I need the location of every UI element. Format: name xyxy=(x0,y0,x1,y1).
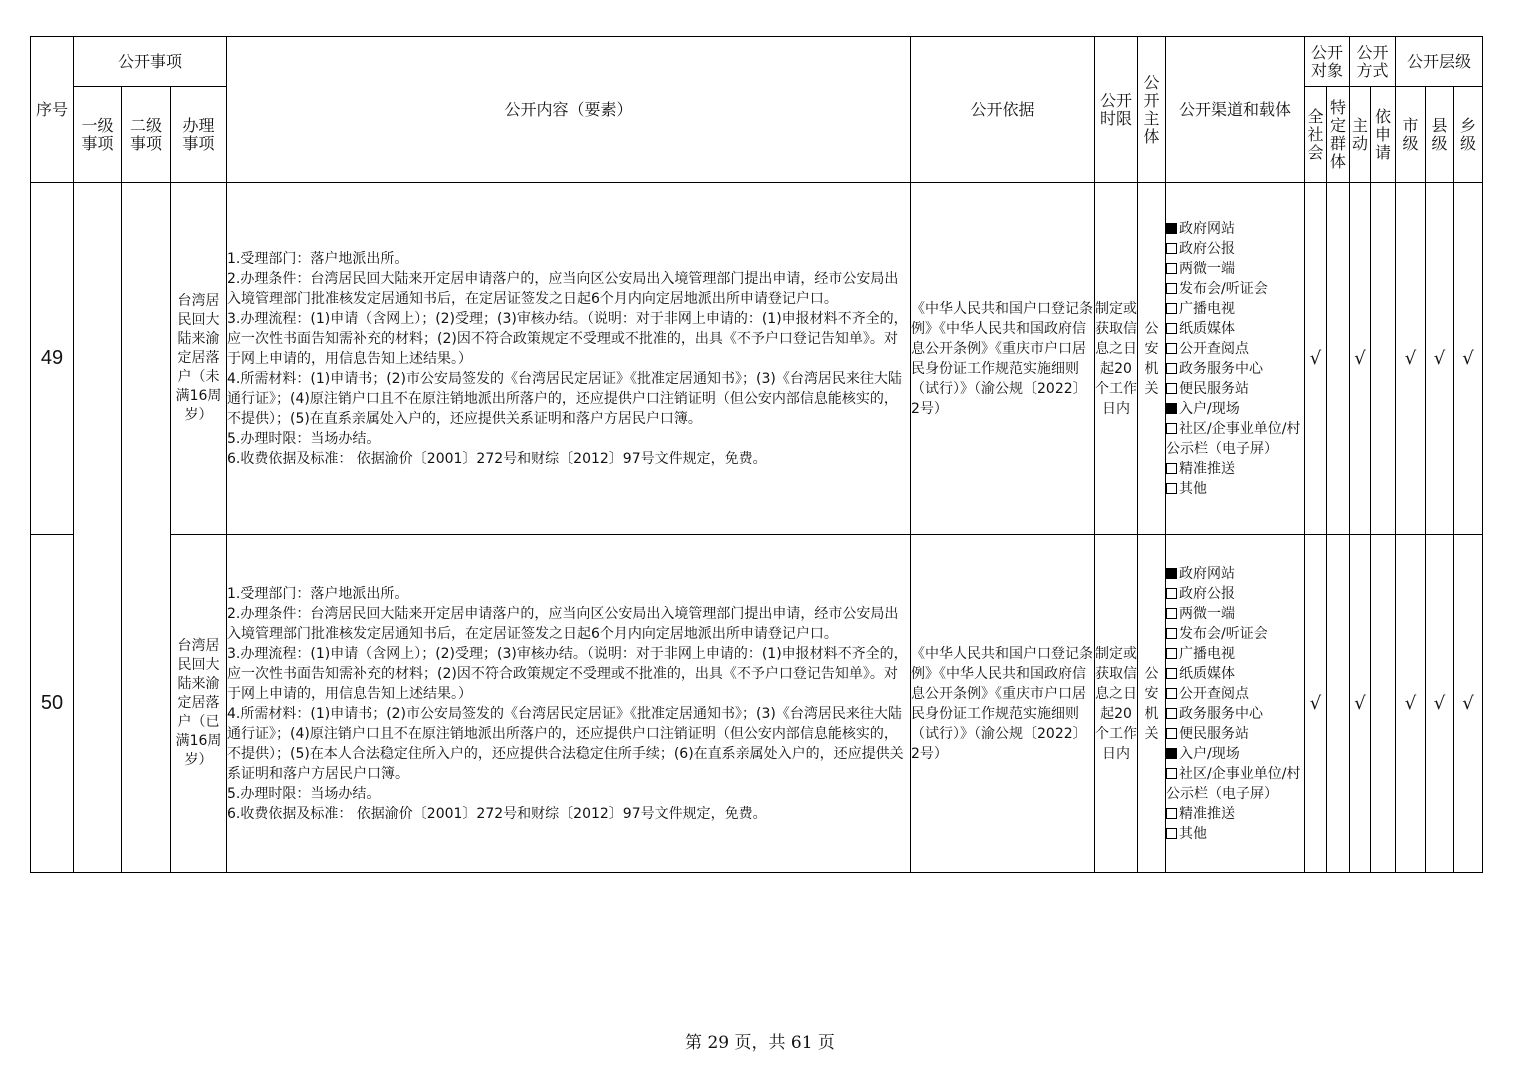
row-method-active: √ xyxy=(1350,183,1371,535)
content-line: 6.收费依据及标准： 依据渝价〔2001〕272号和财综〔2012〕97号文件规定，免费。 xyxy=(227,450,767,467)
channel-label: 纸质媒体 xyxy=(1179,320,1235,337)
content-line: 1.受理部门：落户地派出所。 xyxy=(227,585,409,602)
channel-item xyxy=(1166,459,1304,479)
row-level1-empty xyxy=(74,183,122,873)
channel-item xyxy=(1166,419,1304,459)
checkbox-checked-icon xyxy=(1166,568,1177,579)
channel-label: 精准推送 xyxy=(1179,460,1235,477)
checkbox-empty-icon xyxy=(1166,828,1177,839)
channel-item xyxy=(1166,684,1304,704)
header-subject xyxy=(1138,37,1166,183)
channel-label: 两微一端 xyxy=(1179,605,1235,622)
row-level-city: √ xyxy=(1396,535,1426,873)
channel-item xyxy=(1166,624,1304,644)
row-level-town: √ xyxy=(1454,183,1483,535)
row-target-all: √ xyxy=(1305,183,1327,535)
checkbox-empty-icon xyxy=(1166,628,1177,639)
checkbox-empty-icon xyxy=(1166,688,1177,699)
checkbox-empty-icon xyxy=(1166,483,1177,494)
channel-item xyxy=(1166,824,1304,844)
header-level-city xyxy=(1396,87,1426,183)
channel-label: 发布会/听证会 xyxy=(1179,280,1268,297)
channel-label: 政府公报 xyxy=(1179,240,1235,257)
header-method-request-label: 依申请 xyxy=(1375,106,1392,162)
row-channels xyxy=(1166,183,1305,535)
header-channels-label: 公开渠道和载体 xyxy=(1178,99,1291,119)
header-seq xyxy=(31,37,74,183)
checkbox-empty-icon xyxy=(1166,648,1177,659)
checkbox-empty-icon xyxy=(1166,303,1177,314)
row-time-limit: 制定或获取信息之日起20个工作日内 xyxy=(1095,183,1138,535)
content-line: 1.受理部门：落户地派出所。 xyxy=(227,250,409,267)
channel-label: 其他 xyxy=(1179,480,1207,497)
row-basis: 《中华人民共和国户口登记条例》《中华人民共和国政府信息公开条例》《重庆市户口居民身份证工作规范实施细则（试行）》（渝公规〔2022〕2号） xyxy=(911,183,1095,535)
header-channels xyxy=(1166,37,1305,183)
channel-label: 社区/企事业单位/村公示栏（电子屏） xyxy=(1166,420,1301,457)
row-subject: 公安机关 xyxy=(1138,183,1166,535)
header-basis xyxy=(911,37,1095,183)
row-method-request xyxy=(1371,535,1396,873)
checkbox-empty-icon xyxy=(1166,708,1177,719)
checkbox-empty-icon xyxy=(1166,768,1177,779)
checkbox-empty-icon xyxy=(1166,808,1177,819)
header-target-group-label: 特定群体 xyxy=(1330,97,1347,171)
table-row xyxy=(31,183,1483,535)
channel-item xyxy=(1166,319,1304,339)
header-content-label: 公开内容（要素） xyxy=(504,99,633,119)
channel-label: 便民服务站 xyxy=(1179,725,1249,742)
header-public-items xyxy=(74,37,227,87)
header-level-city-label: 市级 xyxy=(1402,115,1419,153)
content-line: 3.办理流程：(1)申请（含网上）；(2)受理；(3)审核办结。（说明：对于非网上申请的：(1)申报材料不齐全的，应一次性书面告知需补充的材料；(2)因不符合政策规定不受理或不批准的，出具《不予户口登记告知单》。对于网上申请的，用信息告知上述结果。） xyxy=(227,310,908,367)
channel-item xyxy=(1166,279,1304,299)
header-subject-label: 公开主体 xyxy=(1143,72,1160,146)
checkbox-empty-icon xyxy=(1166,728,1177,739)
row-level-city: √ xyxy=(1396,183,1426,535)
channel-label: 广播电视 xyxy=(1179,645,1235,662)
row-time-limit: 制定或获取信息之日起20个工作日内 xyxy=(1095,535,1138,873)
row-handling-item: 台湾居民回大陆来渝定居落户（未满16周岁） xyxy=(171,183,227,535)
header-level1 xyxy=(74,87,122,183)
header-level-county-label: 县级 xyxy=(1431,115,1448,153)
checkbox-checked-icon xyxy=(1166,403,1177,414)
header-level1-label: 一级事项 xyxy=(81,115,114,153)
content-line: 6.收费依据及标准： 依据渝价〔2001〕272号和财综〔2012〕97号文件规定，免费。 xyxy=(227,805,767,822)
header-level-town-label: 乡级 xyxy=(1460,115,1477,153)
channel-label: 纸质媒体 xyxy=(1179,665,1235,682)
channel-item xyxy=(1166,299,1304,319)
channel-item xyxy=(1166,379,1304,399)
row-seq: 49 xyxy=(31,183,74,535)
channel-item xyxy=(1166,399,1304,419)
channel-item xyxy=(1166,604,1304,624)
checkbox-empty-icon xyxy=(1166,588,1177,599)
row-target-all: √ xyxy=(1305,535,1327,873)
channel-label: 发布会/听证会 xyxy=(1179,625,1268,642)
disclosure-table xyxy=(30,36,1483,873)
checkbox-empty-icon xyxy=(1166,263,1177,274)
header-method xyxy=(1350,37,1396,87)
page-number: 第 29 页，共 61 页 xyxy=(685,1033,835,1053)
header-content xyxy=(227,37,911,183)
checkbox-empty-icon xyxy=(1166,243,1177,254)
channel-label: 入户/现场 xyxy=(1179,745,1240,762)
header-target-group xyxy=(1327,87,1350,183)
channel-item xyxy=(1166,744,1304,764)
header-time-limit-label: 公开时限 xyxy=(1100,90,1133,128)
row-seq: 50 xyxy=(31,535,74,873)
channel-label: 入户/现场 xyxy=(1179,400,1240,417)
channel-item xyxy=(1166,664,1304,684)
checkbox-empty-icon xyxy=(1166,343,1177,354)
channel-item xyxy=(1166,259,1304,279)
header-seq-label: 序号 xyxy=(35,99,68,119)
channel-label: 社区/企事业单位/村公示栏（电子屏） xyxy=(1166,765,1301,802)
content-line: 2.办理条件：台湾居民回大陆来开定居申请落户的，应当向区公安局出入境管理部门提出申请，经市公安局出入境管理部门批准核发定居通知书后，在定居证签发之日起6个月内向定居地派出所申请登记户口。 xyxy=(227,605,899,642)
header-time-limit xyxy=(1095,37,1138,183)
header-handling-label: 办理事项 xyxy=(182,115,215,153)
channel-item xyxy=(1166,704,1304,724)
content-line: 4.所需材料：(1)申请书；(2)市公安局签发的《台湾居民定居证》《批准定居通知书》；(3)《台湾居民来往大陆通行证》；(4)原注销户口且不在原注销地派出所落户的，还应提供户口注销证明（但公安内部信息能核实的，不提供）；(5)在直系亲属处入户的，还应提供关系证明和落户方居民户口簿。 xyxy=(227,370,902,427)
channel-item xyxy=(1166,219,1304,239)
checkbox-empty-icon xyxy=(1166,423,1177,434)
checkbox-checked-icon xyxy=(1166,748,1177,759)
table-row xyxy=(31,535,1483,873)
row-basis: 《中华人民共和国户口登记条例》《中华人民共和国政府信息公开条例》《重庆市户口居民身份证工作规范实施细则（试行）》（渝公规〔2022〕2号） xyxy=(911,535,1095,873)
channel-label: 政务服务中心 xyxy=(1179,705,1263,722)
row-target-group xyxy=(1327,183,1350,535)
channel-label: 精准推送 xyxy=(1179,805,1235,822)
row-level2-empty xyxy=(122,183,171,873)
header-level2-label: 二级事项 xyxy=(130,115,163,153)
channel-label: 两微一端 xyxy=(1179,260,1235,277)
content-line: 2.办理条件：台湾居民回大陆来开定居申请落户的，应当向区公安局出入境管理部门提出申请，经市公安局出入境管理部门批准核发定居通知书后，在定居证签发之日起6个月内向定居地派出所申请登记户口。 xyxy=(227,270,899,307)
channel-item xyxy=(1166,239,1304,259)
header-target-all xyxy=(1305,87,1327,183)
channel-label: 公开查阅点 xyxy=(1179,340,1249,357)
channel-item xyxy=(1166,644,1304,664)
channel-item xyxy=(1166,584,1304,604)
header-method-request xyxy=(1371,87,1396,183)
checkbox-empty-icon xyxy=(1166,363,1177,374)
checkbox-empty-icon xyxy=(1166,323,1177,334)
channel-item xyxy=(1166,339,1304,359)
row-content xyxy=(227,535,911,873)
row-subject: 公安机关 xyxy=(1138,535,1166,873)
header-method-active-label: 主动 xyxy=(1352,115,1369,153)
content-line: 4.所需材料：(1)申请书；(2)市公安局签发的《台湾居民定居证》《批准定居通知书》；(3)《台湾居民来往大陆通行证》；(4)原注销户口且不在原注销地派出所落户的，还应提供户口注销证明（但公安内部信息能核实的，不提供）；(5)在本人合法稳定住所入户的，还应提供合法稳定住所手续；(6)在直系亲属处入户的，还应提供关系证明和落户方居民户口簿。 xyxy=(227,705,904,782)
channel-item xyxy=(1166,359,1304,379)
header-target-label: 公开对象 xyxy=(1311,42,1344,80)
row-handling-item: 台湾居民回大陆来渝定居落户（已满16周岁） xyxy=(171,535,227,873)
channel-item xyxy=(1166,764,1304,804)
row-level-county: √ xyxy=(1426,183,1454,535)
channel-label: 公开查阅点 xyxy=(1179,685,1249,702)
channel-label: 政务服务中心 xyxy=(1179,360,1263,377)
header-level-county xyxy=(1426,87,1454,183)
row-content xyxy=(227,183,911,535)
header-method-label: 公开方式 xyxy=(1356,42,1389,80)
header-level-label: 公开层级 xyxy=(1406,51,1471,71)
channel-item xyxy=(1166,479,1304,499)
header-target-all-label: 全社会 xyxy=(1307,106,1324,162)
channel-label: 政府网站 xyxy=(1179,220,1235,237)
channel-label: 政府网站 xyxy=(1179,565,1235,582)
header-level xyxy=(1396,37,1483,87)
channel-label: 其他 xyxy=(1179,825,1207,842)
row-level-town: √ xyxy=(1454,535,1483,873)
header-level2 xyxy=(122,87,171,183)
header-basis-label: 公开依据 xyxy=(970,99,1035,119)
header-handling xyxy=(171,87,227,183)
channel-item xyxy=(1166,724,1304,744)
channel-label: 政府公报 xyxy=(1179,585,1235,602)
row-method-active: √ xyxy=(1350,535,1371,873)
checkbox-empty-icon xyxy=(1166,608,1177,619)
header-target xyxy=(1305,37,1350,87)
content-line: 5.办理时限：当场办结。 xyxy=(227,430,381,447)
header-level-town xyxy=(1454,87,1483,183)
content-line: 5.办理时限：当场办结。 xyxy=(227,785,381,802)
checkbox-empty-icon xyxy=(1166,283,1177,294)
row-target-group xyxy=(1327,535,1350,873)
channel-label: 广播电视 xyxy=(1179,300,1235,317)
row-level-county: √ xyxy=(1426,535,1454,873)
content-line: 3.办理流程：(1)申请（含网上）；(2)受理；(3)审核办结。（说明：对于非网上申请的：(1)申报材料不齐全的，应一次性书面告知需补充的材料；(2)因不符合政策规定不受理或不批准的，出具《不予户口登记告知单》。对于网上申请的，用信息告知上述结果。） xyxy=(227,645,908,702)
channel-label: 便民服务站 xyxy=(1179,380,1249,397)
checkbox-empty-icon xyxy=(1166,463,1177,474)
checkbox-empty-icon xyxy=(1166,383,1177,394)
row-method-request xyxy=(1371,183,1396,535)
header-method-active xyxy=(1350,87,1371,183)
checkbox-checked-icon xyxy=(1166,223,1177,234)
header-public-items-label: 公开事项 xyxy=(117,51,182,71)
channel-item xyxy=(1166,804,1304,824)
channel-item xyxy=(1166,564,1304,584)
checkbox-empty-icon xyxy=(1166,668,1177,679)
row-channels xyxy=(1166,535,1305,873)
